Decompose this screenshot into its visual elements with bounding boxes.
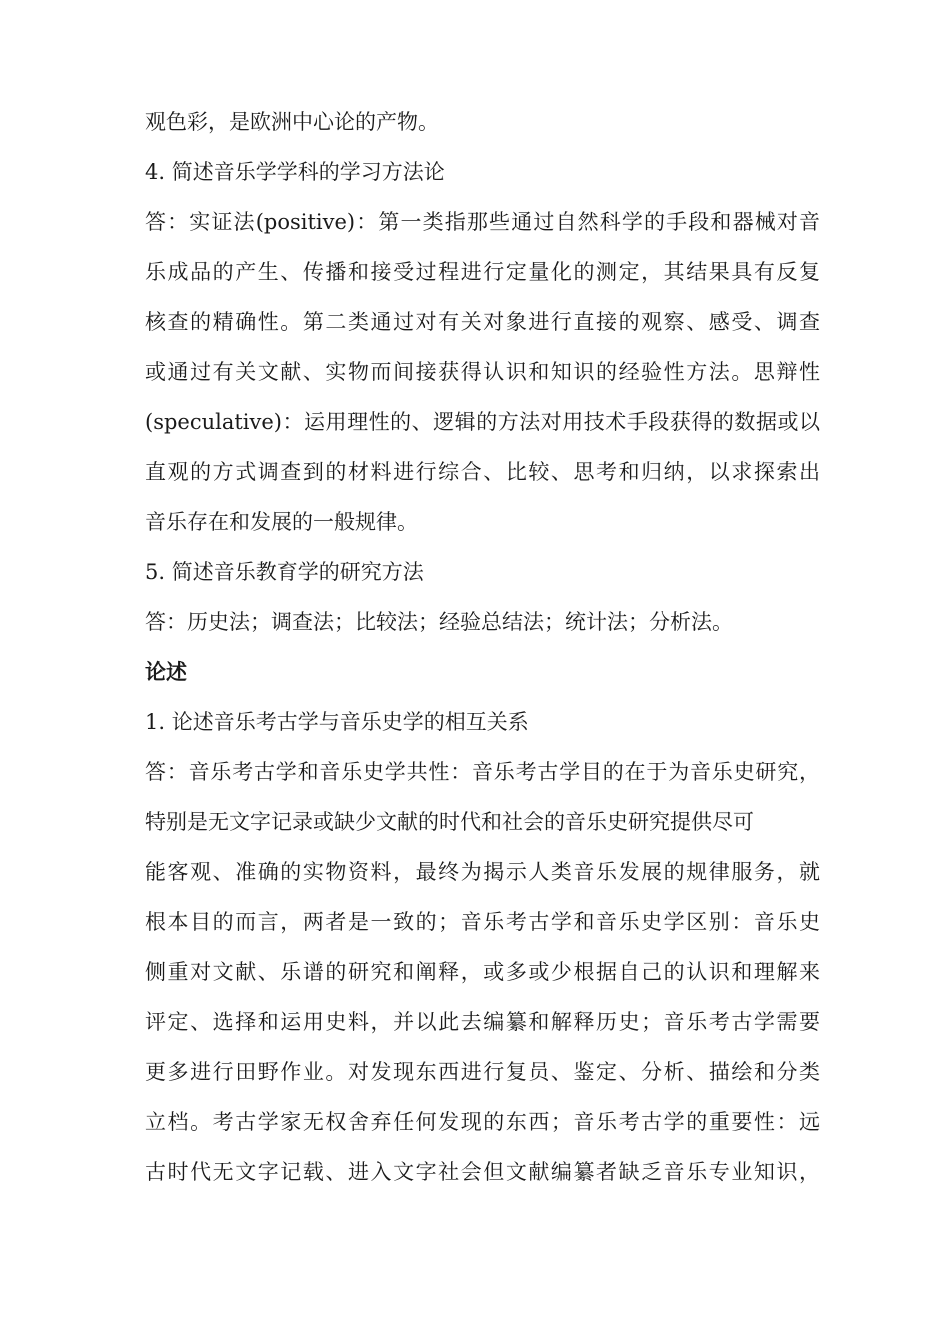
discussion-1-answer-line: 根本目的而言，两者是一致的；音乐考古学和音乐史学区别：音乐史 (145, 910, 820, 934)
document-body (145, 97, 820, 1197)
answer-4-line: 直观的方式调查到的材料进行综合、比较、思考和归纳，以求探索出 (145, 460, 820, 484)
answer-4-line: (speculative)：运用理性的、逻辑的方法对用技术手段获得的数据或以 (145, 410, 820, 434)
answer-4-line: 答：实证法(positive)：第一类指那些通过自然科学的手段和器械对音 (145, 210, 820, 234)
question-5-title: 5. 简述音乐教育学的研究方法 (145, 560, 424, 584)
discussion-1-answer-line: 能客观、准确的实物资料，最终为揭示人类音乐发展的规律服务，就 (145, 860, 820, 884)
section-heading-discussion: 论述 (145, 659, 187, 684)
answer-4-line: 核查的精确性。第二类通过对有关对象进行直接的观察、感受、调查 (145, 310, 820, 334)
answer-4-line: 或通过有关文献、实物而间接获得认识和知识的经验性方法。思辩性 (145, 360, 820, 384)
answer-4-line: 音乐存在和发展的一般规律。 (145, 510, 418, 534)
discussion-1-answer-line: 侧重对文献、乐谱的研究和阐释，或多或少根据自己的认识和理解来 (145, 960, 820, 984)
discussion-1-answer-line: 更多进行田野作业。对发现东西进行复员、鉴定、分析、描绘和分类 (145, 1060, 820, 1084)
discussion-1-answer-line: 古时代无文字记载、进入文字社会但文献编纂者缺乏音乐专业知识， (145, 1160, 820, 1184)
paragraph-end-line: 观色彩，是欧洲中心论的产物。 (145, 110, 439, 134)
discussion-1-answer-line: 立档。考古学家无权舍弃任何发现的东西；音乐考古学的重要性：远 (145, 1110, 820, 1134)
discussion-1-answer-line: 特别是无文字记录或缺少文献的时代和社会的音乐史研究提供尽可 (145, 810, 754, 834)
discussion-1-answer-line: 答：音乐考古学和音乐史学共性：音乐考古学目的在于为音乐史研究， (145, 760, 820, 784)
discussion-1-answer-line: 评定、选择和运用史料，并以此去编纂和解释历史；音乐考古学需要 (145, 1010, 820, 1034)
answer-4-line: 乐成品的产生、传播和接受过程进行定量化的测定，其结果具有反复 (145, 260, 820, 284)
question-4-title: 4. 简述音乐学学科的学习方法论 (145, 160, 445, 184)
discussion-1-title: 1. 论述音乐考古学与音乐史学的相互关系 (145, 710, 529, 734)
answer-5-line: 答：历史法；调查法；比较法；经验总结法；统计法；分析法。 (145, 610, 733, 634)
